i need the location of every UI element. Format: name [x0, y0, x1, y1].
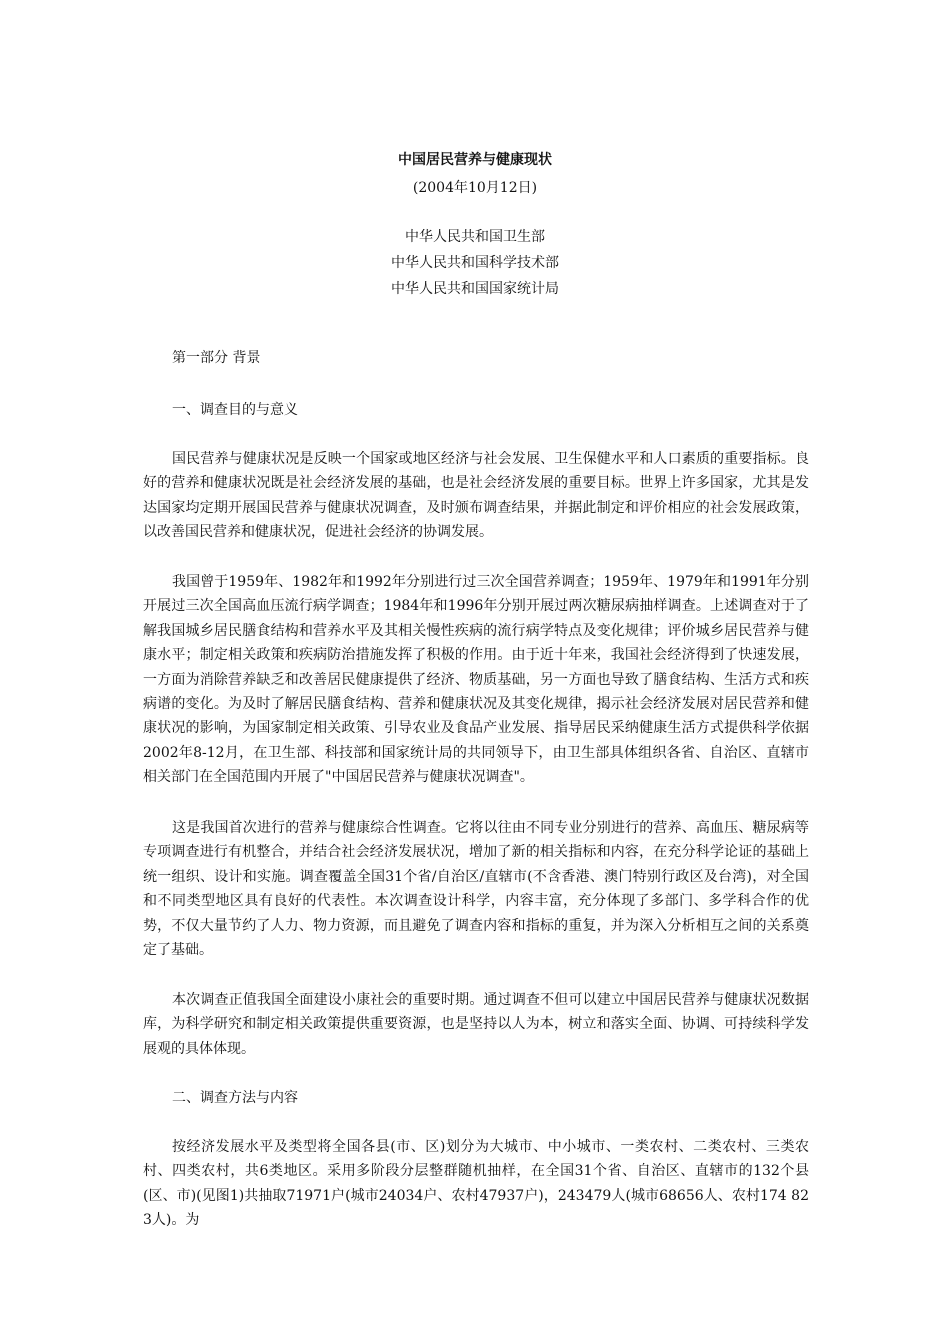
part-heading: 第一部分 背景: [172, 350, 261, 366]
document-date: (2004年10月12日): [412, 180, 538, 196]
paragraph-significance: 国民营养与健康状况是反映一个国家或地区经济与社会发展、卫生保健水平和人口素质的重要指标。良好的营养和健康状况既是社会经济发展的基础，也是社会经济发展的重要目标。世界上许多国家，尤其是发达国家均定期开展国民营养与健康状况调查，及时颁布调查结果，并据此制定和评价相应的社会发展政策，以改善国民营养和健康状况，促进社会经济的协调发展。: [143, 451, 809, 541]
author-health-ministry: 中华人民共和国卫生部: [405, 229, 545, 245]
author-statistics-bureau: 中华人民共和国国家统计局: [391, 281, 559, 297]
paragraph-methods: 按经济发展水平及类型将全国各县(市、区)划分为大城市、中小城市、一类农村、二类农村、三类农村、四类农村，共6类地区。采用多阶段分层整群随机抽样，在全国31个省、自治区、直辖市的132个县(区、市)(见图1)共抽取71971户(城市24034户、农村47937户)，243479人(城市68656人、农村174 823人)。为: [143, 1139, 809, 1229]
paragraph-comprehensive-survey: 这是我国首次进行的营养与健康综合性调查。它将以往由不同专业分别进行的营养、高血压、糖尿病等专项调查进行有机整合，并结合社会经济发展状况，增加了新的相关指标和内容，在充分科学论证的基础上统一组织、设计和实施。调查覆盖全国31个省/自治区/直辖市(不含香港、澳门特别行政区及台湾)，对全国和不同类型地区具有良好的代表性。本次调查设计科学，内容丰富，充分体现了多部门、多学科合作的优势，不仅大量节约了人力、物力资源，而且避免了调查内容和指标的重复，并为深入分析相互之间的关系奠定了基础。: [143, 820, 809, 959]
document-title: 中国居民营养与健康现状: [398, 152, 552, 168]
paragraph-importance: 本次调查正值我国全面建设小康社会的重要时期。通过调查不但可以建立中国居民营养与健康状况数据库，为科学研究和制定相关政策提供重要资源，也是坚持以人为本，树立和落实全面、协调、可持续科学发展观的具体体现。: [143, 992, 809, 1057]
section-heading-methods: 二、调查方法与内容: [172, 1090, 298, 1106]
author-list: [0, 224, 950, 302]
section-heading-purpose: 一、调查目的与意义: [172, 402, 298, 418]
author-science-ministry: 中华人民共和国科学技术部: [391, 255, 559, 271]
paragraph-history: 我国曾于1959年、1982年和1992年分别进行过三次全国营养调查；1959年、1979年和1991年分别开展过三次全国高血压流行病学调查；1984年和1996年分别开展过两次糖尿病抽样调查。上述调查对于了解我国城乡居民膳食结构和营养水平及其相关慢性疾病的流行病学特点及变化规律；评价城乡居民营养与健康水平；制定相关政策和疾病防治措施发挥了积极的作用。由于近十年来，我国社会经济得到了快速发展，一方面为消除营养缺乏和改善居民健康提供了经济、物质基础，另一方面也导致了膳食结构、生活方式和疾病谱的变化。为及时了解居民膳食结构、营养和健康状况及其变化规律，揭示社会经济发展对居民营养和健康状况的影响，为国家制定相关政策、引导农业及食品产业发展、指导居民采纳健康生活方式提供科学依据2002年8-12月，在卫生部、科技部和国家统计局的共同领导下，由卫生部具体组织各省、自治区、直辖市相关部门在全国范围内开展了"中国居民营养与健康状况调查"。: [143, 574, 809, 786]
